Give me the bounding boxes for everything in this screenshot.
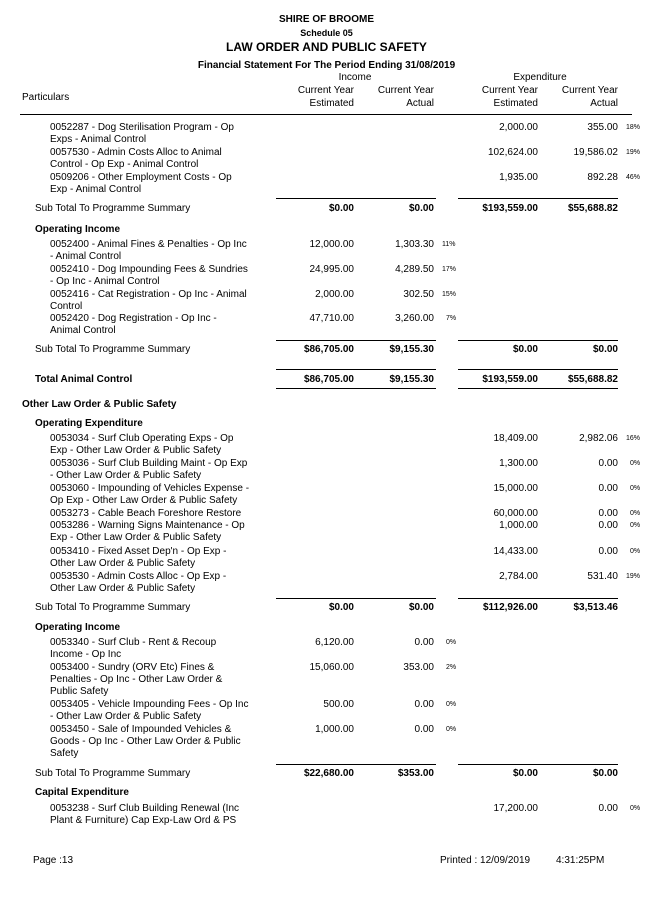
row-desc-line1: 0053530 - Admin Costs Alloc - Op Exp - xyxy=(50,571,227,582)
printed-time: 4:31:25PM xyxy=(556,855,605,866)
exp-act-header-2: Actual xyxy=(590,98,618,109)
subtotal-label: Sub Total To Programme Summary xyxy=(35,602,191,613)
subtotal-income-est: $86,705.00 xyxy=(303,344,354,355)
row-desc-line2: Income - Op Inc xyxy=(50,649,122,660)
income-percent: 11% xyxy=(442,241,456,248)
exp-percent: 18% xyxy=(626,124,641,131)
exp-actual: 0.00 xyxy=(598,520,618,531)
row-desc-line1: 0053238 - Surf Club Building Renewal (Inc xyxy=(50,803,239,814)
row-desc-line1: 0053273 - Cable Beach Foreshore Restore xyxy=(50,508,242,519)
subtotal-line-income xyxy=(276,764,436,765)
income-estimated: 24,995.00 xyxy=(309,264,354,275)
exp-percent: 0% xyxy=(630,485,641,492)
total-exp-est: $193,559.00 xyxy=(482,374,538,385)
row-desc-line2: Plant & Furniture) Cap Exp-Law Ord & PS xyxy=(50,815,237,826)
header-divider xyxy=(20,114,632,115)
section-heading-operating-income: Operating Income xyxy=(35,622,121,633)
subtotal-exp-act: $55,688.82 xyxy=(567,203,618,214)
exp-est-header-2: Estimated xyxy=(493,98,538,109)
income-act-header-1: Current Year xyxy=(377,85,434,96)
row-desc-line2: Animal Control xyxy=(50,325,116,336)
exp-percent: 0% xyxy=(630,460,641,467)
row-desc-line1: 0057530 - Admin Costs Alloc to Animal xyxy=(50,147,222,158)
income-actual: 0.00 xyxy=(414,637,434,648)
exp-estimated: 2,784.00 xyxy=(499,571,538,582)
exp-percent: 0% xyxy=(630,548,641,555)
page-number: Page :13 xyxy=(33,855,74,866)
exp-actual: 892.28 xyxy=(587,172,618,183)
exp-estimated: 14,433.00 xyxy=(493,546,538,557)
row-desc-line2: Other Law Order & Public Safety xyxy=(50,583,196,594)
income-estimated: 500.00 xyxy=(323,699,354,710)
exp-estimated: 17,200.00 xyxy=(493,803,538,814)
exp-actual: 19,586.02 xyxy=(573,147,618,158)
row-desc-line3: Public Safety xyxy=(50,686,109,697)
income-estimated: 12,000.00 xyxy=(309,239,354,250)
income-percent: 0% xyxy=(446,726,457,733)
subtotal-exp-act: $0.00 xyxy=(592,344,618,355)
row-desc-line1: 0053036 - Surf Club Building Maint - Op Exp xyxy=(50,458,248,469)
report-subtitle: Financial Statement For The Period Ending 31/08/2019 xyxy=(197,60,456,71)
subtotal-exp-est: $0.00 xyxy=(512,344,538,355)
subtotal-label: Sub Total To Programme Summary xyxy=(35,768,191,779)
exp-actual: 0.00 xyxy=(598,458,618,469)
row-desc-line1: 0052400 - Animal Fines & Penalties - Op Inc xyxy=(50,239,247,250)
exp-percent: 0% xyxy=(630,510,641,517)
exp-est-header-1: Current Year xyxy=(481,85,538,96)
row-desc-line2: Op Exp - Other Law Order & Public Safety xyxy=(50,495,238,506)
row-desc-line1: 0053410 - Fixed Asset Dep'n - Op Exp - xyxy=(50,546,227,557)
row-desc-line1: 0053060 - Impounding of Vehicles Expense - xyxy=(50,483,250,494)
subtotal-income-act: $0.00 xyxy=(408,203,434,214)
subtotal-exp-est: $112,926.00 xyxy=(482,602,538,613)
exp-actual: 2,982.06 xyxy=(579,433,618,444)
section-heading-operating-expenditure: Operating Expenditure xyxy=(35,418,143,429)
row-desc-line3: Safety xyxy=(50,748,79,759)
subtotal-line-exp xyxy=(458,598,618,599)
total-line-income-top xyxy=(276,369,436,370)
income-actual: 3,260.00 xyxy=(395,313,434,324)
income-actual: 302.50 xyxy=(403,289,434,300)
exp-actual: 0.00 xyxy=(598,803,618,814)
income-estimated: 47,710.00 xyxy=(309,313,354,324)
row-desc-line1: 0053405 - Vehicle Impounding Fees - Op Inc xyxy=(50,699,249,710)
income-header: Income xyxy=(338,72,372,83)
exp-actual: 0.00 xyxy=(598,483,618,494)
income-percent: 0% xyxy=(446,701,457,708)
particulars-header: Particulars xyxy=(22,92,70,103)
subtotal-exp-est: $193,559.00 xyxy=(482,203,538,214)
row-desc-line2: - Other Law Order & Public Safety xyxy=(50,470,202,481)
income-estimated: 6,120.00 xyxy=(315,637,354,648)
row-desc-line2: Exps - Animal Control xyxy=(50,134,147,145)
row-desc-line2: Goods - Op Inc - Other Law Order & Public xyxy=(50,736,241,747)
exp-actual: 355.00 xyxy=(587,122,618,133)
exp-percent: 46% xyxy=(626,174,641,181)
row-desc-line2: - Other Law Order & Public Safety xyxy=(50,711,202,722)
row-desc-line1: 0053286 - Warning Signs Maintenance - Op xyxy=(50,520,245,531)
row-desc-line1: 0053450 - Sale of Impounded Vehicles & xyxy=(50,724,232,735)
subtotal-line-exp xyxy=(458,198,618,199)
subtotal-income-est: $22,680.00 xyxy=(303,768,354,779)
org-name: SHIRE OF BROOME xyxy=(278,14,374,25)
expenditure-header: Expenditure xyxy=(513,72,567,83)
income-estimated: 15,060.00 xyxy=(309,662,354,673)
total-income-act: $9,155.30 xyxy=(389,374,434,385)
exp-act-header-1: Current Year xyxy=(561,85,618,96)
row-desc-line2: Control xyxy=(50,301,83,312)
exp-estimated: 1,000.00 xyxy=(499,520,538,531)
row-desc-line1: 0052416 - Cat Registration - Op Inc - Animal xyxy=(50,289,247,300)
income-actual: 0.00 xyxy=(414,724,434,735)
row-desc-line2: Exp - Other Law Order & Public Safety xyxy=(50,532,222,543)
exp-percent: 0% xyxy=(630,522,641,529)
exp-estimated: 1,300.00 xyxy=(499,458,538,469)
subtotal-exp-act: $0.00 xyxy=(592,768,618,779)
subtotal-income-act: $353.00 xyxy=(397,768,434,779)
income-est-header-2: Estimated xyxy=(309,98,354,109)
subtotal-exp-est: $0.00 xyxy=(512,768,538,779)
total-exp-act: $55,688.82 xyxy=(567,374,618,385)
income-percent: 7% xyxy=(446,315,457,322)
subtotal-line-income xyxy=(276,198,436,199)
subtotal-label: Sub Total To Programme Summary xyxy=(35,344,191,355)
total-line-exp-bottom xyxy=(458,388,618,389)
exp-estimated: 102,624.00 xyxy=(487,147,538,158)
section-heading-capital-expenditure: Capital Expenditure xyxy=(35,787,129,798)
subtotal-income-act: $0.00 xyxy=(408,602,434,613)
schedule-label: Schedule 05 xyxy=(300,28,353,38)
income-percent: 17% xyxy=(442,266,457,273)
subtotal-line-exp xyxy=(458,340,618,341)
row-desc-line1: 0053400 - Sundry (ORV Etc) Fines & xyxy=(50,662,215,673)
exp-estimated: 1,935.00 xyxy=(499,172,538,183)
income-act-header-2: Actual xyxy=(406,98,434,109)
exp-percent: 16% xyxy=(626,435,641,442)
row-desc-line2: Exp - Animal Control xyxy=(50,184,142,195)
subtotal-income-est: $0.00 xyxy=(328,203,354,214)
income-estimated: 2,000.00 xyxy=(315,289,354,300)
exp-percent: 0% xyxy=(630,805,641,812)
row-desc-line2: - Op Inc - Animal Control xyxy=(50,276,160,287)
income-percent: 2% xyxy=(446,664,457,671)
total-label: Total Animal Control xyxy=(35,374,133,385)
section-heading-operating-income: Operating Income xyxy=(35,224,121,235)
income-percent: 0% xyxy=(446,639,457,646)
total-income-est: $86,705.00 xyxy=(303,374,354,385)
income-percent: 15% xyxy=(442,291,457,298)
exp-estimated: 60,000.00 xyxy=(493,508,538,519)
row-desc-line1: 0509206 - Other Employment Costs - Op xyxy=(50,172,232,183)
row-desc-line2: - Animal Control xyxy=(50,251,122,262)
exp-estimated: 2,000.00 xyxy=(499,122,538,133)
row-desc-line2: Exp - Other Law Order & Public Safety xyxy=(50,445,222,456)
exp-actual: 0.00 xyxy=(598,546,618,557)
section-heading-other-law: Other Law Order & Public Safety xyxy=(22,399,177,410)
exp-actual: 531.40 xyxy=(587,571,618,582)
subtotal-line-income xyxy=(276,598,436,599)
row-desc-line1: 0052410 - Dog Impounding Fees & Sundries xyxy=(50,264,248,275)
income-est-header-1: Current Year xyxy=(297,85,354,96)
subtotal-line-exp xyxy=(458,764,618,765)
subtotal-label: Sub Total To Programme Summary xyxy=(35,203,191,214)
row-desc-line1: 0053340 - Surf Club - Rent & Recoup xyxy=(50,637,217,648)
income-estimated: 1,000.00 xyxy=(315,724,354,735)
row-desc-line2: Penalties - Op Inc - Other Law Order & xyxy=(50,674,223,685)
row-desc-line1: 0052287 - Dog Sterilisation Program - Op xyxy=(50,122,234,133)
row-desc-line1: 0052420 - Dog Registration - Op Inc - xyxy=(50,313,217,324)
subtotal-income-est: $0.00 xyxy=(328,602,354,613)
subtotal-line-income xyxy=(276,340,436,341)
exp-estimated: 18,409.00 xyxy=(493,433,538,444)
total-line-income-bottom xyxy=(276,388,436,389)
subtotal-exp-act: $3,513.46 xyxy=(573,602,618,613)
printed-date: Printed : 12/09/2019 xyxy=(440,855,531,866)
total-line-exp-top xyxy=(458,369,618,370)
row-desc-line1: 0053034 - Surf Club Operating Exps - Op xyxy=(50,433,234,444)
report-title: LAW ORDER AND PUBLIC SAFETY xyxy=(226,40,427,54)
row-desc-line2: Control - Op Exp - Animal Control xyxy=(50,159,199,170)
subtotal-income-act: $9,155.30 xyxy=(389,344,434,355)
exp-estimated: 15,000.00 xyxy=(493,483,538,494)
row-desc-line2: Other Law Order & Public Safety xyxy=(50,558,196,569)
income-actual: 0.00 xyxy=(414,699,434,710)
exp-actual: 0.00 xyxy=(598,508,618,519)
income-actual: 1,303.30 xyxy=(395,239,434,250)
exp-percent: 19% xyxy=(626,149,641,156)
income-actual: 353.00 xyxy=(403,662,434,673)
exp-percent: 19% xyxy=(626,573,641,580)
income-actual: 4,289.50 xyxy=(395,264,434,275)
